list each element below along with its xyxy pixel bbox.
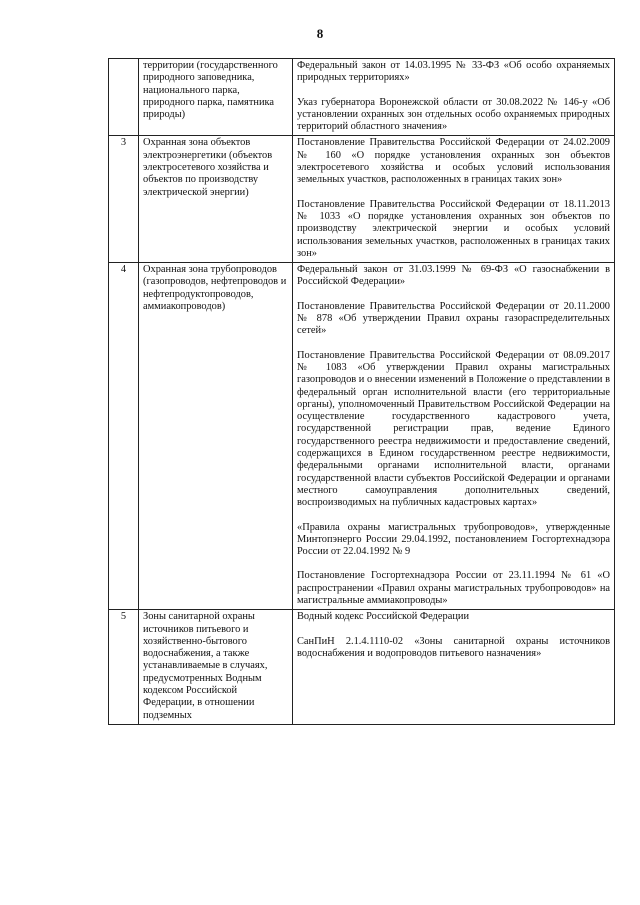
row-number: 5 — [109, 610, 139, 725]
table-row — [109, 610, 615, 725]
legal-document: СанПиН 2.1.4.1110-02 «Зоны санитарной охраны источников водоснабжения и водопроводов питьевого назначения» — [297, 635, 610, 659]
row-number: 4 — [109, 263, 139, 610]
legal-document: Указ губернатора Воронежской области от 30.08.2022 № 146-у «Об установлении охранных зон отдельных особо охраняемых природных территорий областного значения» — [297, 96, 610, 133]
legal-document: Водный кодекс Российской Федерации — [297, 611, 470, 623]
legal-document: Постановление Госгортехнадзора России от 23.11.1994 № 61 «О распространении «Правил охраны магистральных трубопроводов» на магистральные аммиакопроводы» — [297, 570, 610, 606]
regulations-table — [108, 58, 615, 725]
legal-document: «Правила охраны магистральных трубопроводов», утвержденные Минтопэнерго России 29.04.1992, постановлением Госгортехнадзора России от 22.04.1992 № 9 — [297, 521, 610, 558]
table-row — [109, 263, 615, 610]
zone-name: Зоны санитарной охраны источников питьевого и хозяйственно-бытового водоснабжения, а также устанавливаемые в случаях, предусмотренных Водным кодексом Российской Федерации, в отношении подземных — [139, 610, 293, 725]
table-row — [109, 136, 615, 263]
legal-document: Постановление Правительства Российской Федерации от 24.02.2009 № 160 «О порядке установления охранных зон объектов электросетевого хозяйства и особых условий использования земельных участков, расположенных в границах таких зон» — [297, 137, 610, 186]
zone-name: территории (государственного природного заповедника, национального парка, природного парка, памятника природы) — [139, 59, 293, 136]
legal-documents — [293, 263, 615, 610]
legal-document: Постановление Правительства Российской Федерации от 08.09.2017 № 1083 «Об утверждении Правил охраны магистральных газопроводов и о внесении изменений в Положение о представлении в федеральный орган исполнительной власти (его территориальные органы), уполномоченный Правительством Российской Федерации на осуществление государственного кадастрового учета, государственной регистрации прав, ведение Единого государственного реестра недвижимости и предоставление сведений, содержащихся в Едином государственном реестре недвижимости, федеральными органами исполнительной власти, органами государственной власти субъектов Российской Федерации и органами местного самоуправления дополнительных сведений, воспроизводимых на публичных кадастровых картах» — [297, 349, 610, 509]
table-row — [109, 59, 615, 136]
legal-document: Постановление Правительства Российской Федерации от 20.11.2000 № 878 «Об утверждении Правил охраны газораспределительных сетей» — [297, 300, 610, 337]
row-number — [109, 59, 139, 136]
zone-name: Охранная зона объектов электроэнергетики (объектов электросетевого хозяйства и объектов по производству электрической энергии) — [139, 136, 293, 263]
legal-documents — [293, 59, 615, 136]
legal-documents — [293, 136, 615, 263]
legal-document: Федеральный закон от 31.03.1999 № 69-ФЗ «О газоснабжении в Российской Федерации» — [297, 264, 610, 288]
row-number: 3 — [109, 136, 139, 263]
page-number: 8 — [316, 26, 324, 41]
legal-documents — [293, 610, 615, 725]
zone-name: Охранная зона трубопроводов (газопроводов, нефтепроводов и нефтепродуктопроводов, аммиакопроводов) — [139, 263, 293, 610]
legal-document: Постановление Правительства Российской Федерации от 18.11.2013 № 1033 «О порядке установления охранных зон объектов по производству электрической энергии и особых условий использования земельных участков, расположенных в границах таких зон» — [297, 198, 610, 259]
legal-document: Федеральный закон от 14.03.1995 № 33-ФЗ «Об особо охраняемых природных территориях» — [297, 60, 610, 84]
